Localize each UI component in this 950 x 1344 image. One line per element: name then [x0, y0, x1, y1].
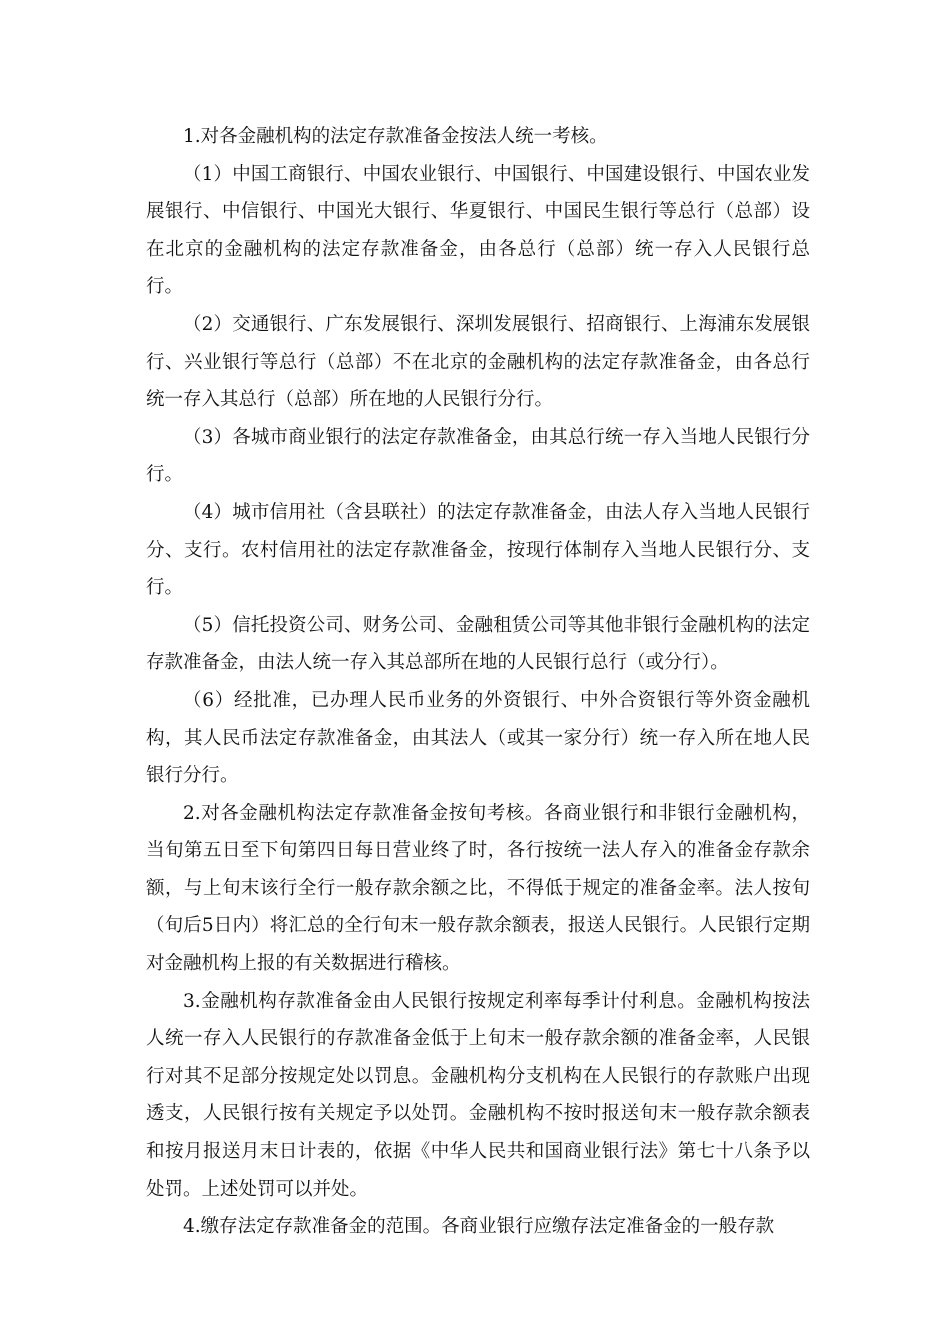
paragraph-1-3: （3）各城市商业银行的法定存款准备金，由其总行统一存入当地人民银行分行。 — [146, 426, 810, 486]
paragraph-1-1: （1）中国工商银行、中国农业银行、中国银行、中国建设银行、中国农业发展银行、中信银行、中国光大银行、华夏银行、中国民生银行等总行（总部）设在北京的金融机构的法定存款准备金，由各总行（总部）统一存入人民银行总行。 — [146, 163, 810, 298]
paragraph-4: 4.缴存法定存款准备金的范围。各商业银行应缴存法定准备金的一般存款 — [183, 1216, 775, 1238]
paragraph-1: 1.对各金融机构的法定存款准备金按法人统一考核。 — [183, 126, 608, 147]
paragraph-3: 3.金融机构存款准备金由人民银行按规定利率每季计付利息。金融机构按法人统一存入人民银行的存款准备金低于上旬末一般存款余额的准备金率，人民银行对其不足部分按规定处以罚息。金融机构分支机构在人民银行的存款账户出现透支，人民银行按有关规定予以处罚。金融机构不按时报送旬末一般存款余额表和按月报送月末日计表的，依据《中华人民共和国商业银行法》第七十八条予以处罚。上述处罚可以并处。 — [146, 990, 810, 1200]
paragraph-1-6: （6）经批准，已办理人民币业务的外资银行、中外合资银行等外资金融机构，其人民币法定存款准备金，由其法人（或其一家分行）统一存入所在地人民银行分行。 — [146, 689, 810, 787]
paragraph-1-5: （5）信托投资公司、财务公司、金融租赁公司等其他非银行金融机构的法定存款准备金，由法人统一存入其总部所在地的人民银行总行（或分行）。 — [146, 614, 810, 674]
document-body — [146, 118, 810, 1246]
paragraph-1-4: （4）城市信用社（含县联社）的法定存款准备金，由法人存入当地人民银行分、支行。农村信用社的法定存款准备金，按现行体制存入当地人民银行分、支行。 — [146, 501, 810, 599]
paragraph-1-2: （2）交通银行、广东发展银行、深圳发展银行、招商银行、上海浦东发展银行、兴业银行等总行（总部）不在北京的金融机构的法定存款准备金，由各总行统一存入其总行（总部）所在地的人民银行分行。 — [146, 313, 810, 411]
paragraph-2: 2.对各金融机构法定存款准备金按旬考核。各商业银行和非银行金融机构，当旬第五日至下旬第四日每日营业终了时，各行按统一法人存入的准备金存款余额，与上旬末该行全行一般存款余额之比，不得低于规定的准备金率。法人按旬（旬后5日内）将汇总的全行旬末一般存款余额表，报送人民银行。人民银行定期对金融机构上报的有关数据进行稽核。 — [146, 802, 810, 975]
